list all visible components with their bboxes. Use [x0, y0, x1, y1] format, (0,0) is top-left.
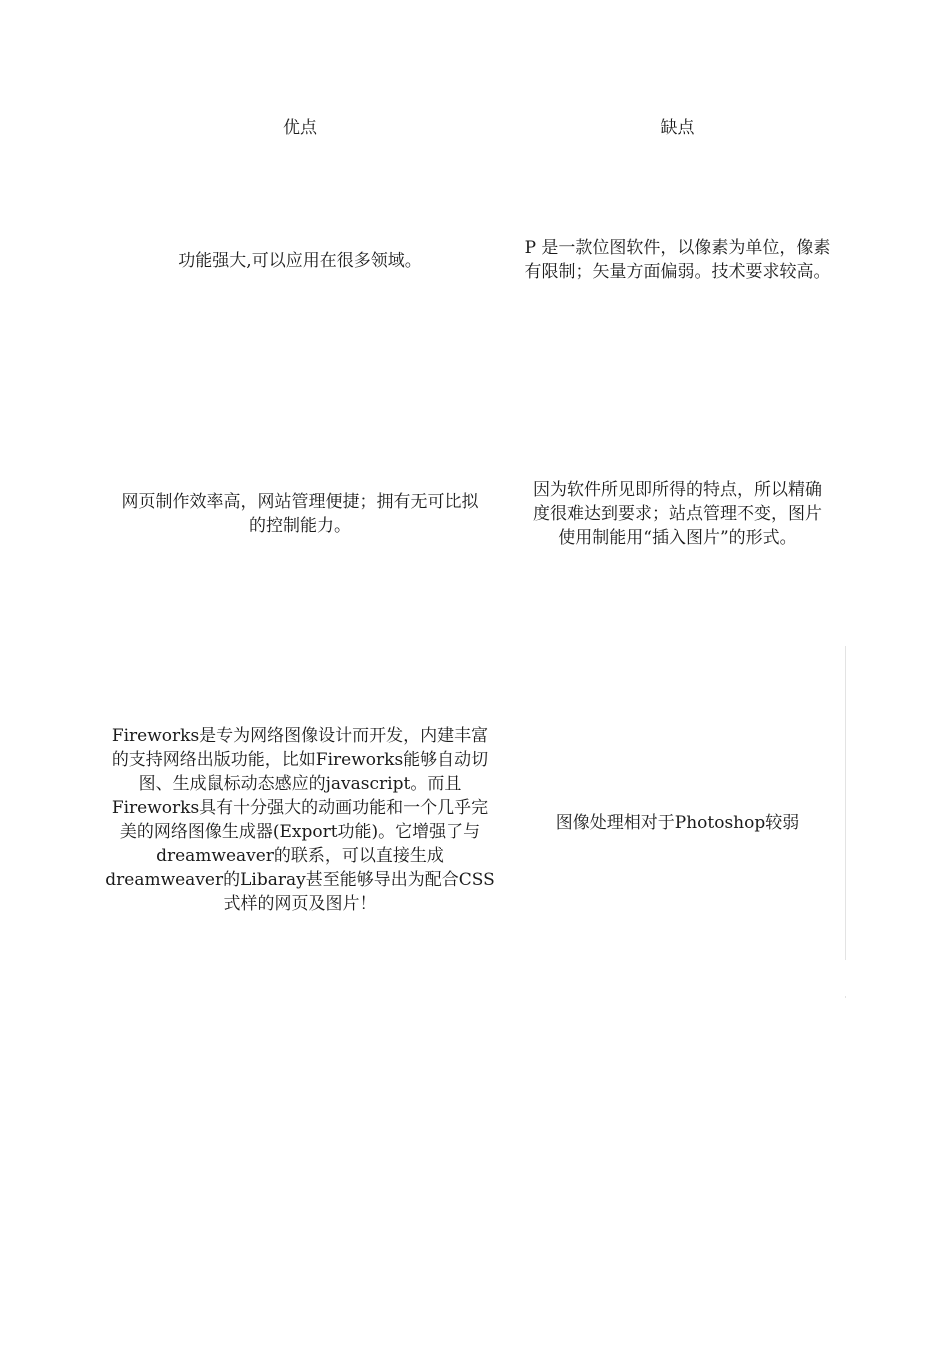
row-3-pros	[90, 724, 510, 916]
row-2-cons-line-3: 使用制能用“插入图片”的形式。	[558, 528, 797, 548]
row-3-pros-line-6: dreamweaver的联系，可以直接生成	[156, 846, 444, 866]
row-2-cons-line-2: 度很难达到要求；站点管理不变，图片	[533, 504, 822, 524]
row-3-pros-line-8: 式样的网页及图片！	[223, 894, 377, 914]
row-1-cons	[510, 236, 845, 284]
row-1-pros: 功能强大,可以应用在很多领域。	[178, 251, 422, 271]
row-2-pros-line-1: 网页制作效率高，网站管理便捷；拥有无可比拟	[121, 492, 479, 512]
row-1-cons-line-1: P 是一款位图软件，以像素为单位，像素	[524, 238, 831, 258]
table-border-mark	[845, 996, 846, 998]
column-header-cons: 缺点	[660, 118, 695, 138]
row-3-pros-line-3: 图、生成鼠标动态感应的javascript。而且	[138, 774, 462, 794]
row-3-pros-line-5: 美的网络图像生成器(Export功能)。它增强了与	[119, 822, 481, 842]
row-2-cons	[510, 478, 845, 550]
row-3-pros-line-2: 的支持网络出版功能，比如Fireworks能够自动切	[111, 750, 489, 770]
row-2-cons-line-1: 因为软件所见即所得的特点，所以精确	[533, 480, 822, 500]
row-3-pros-line-1: Fireworks是专为网络图像设计而开发，内建丰富	[111, 726, 489, 746]
row-3-pros-line-4: Fireworks具有十分强大的动画功能和一个几乎完	[111, 798, 489, 818]
column-header-pros: 优点	[283, 118, 317, 138]
row-3-cons: 图像处理相对于Photoshop较弱	[555, 813, 800, 833]
row-2-pros-line-2: 的控制能力。	[249, 516, 351, 536]
row-3-pros-line-7: dreamweaver的Libaray甚至能够导出为配合CSS	[105, 870, 495, 890]
row-1-cons-line-2: 有限制；矢量方面偏弱。技术要求较高。	[524, 262, 831, 282]
row-2-pros	[90, 490, 510, 538]
table-border-line	[845, 646, 846, 960]
